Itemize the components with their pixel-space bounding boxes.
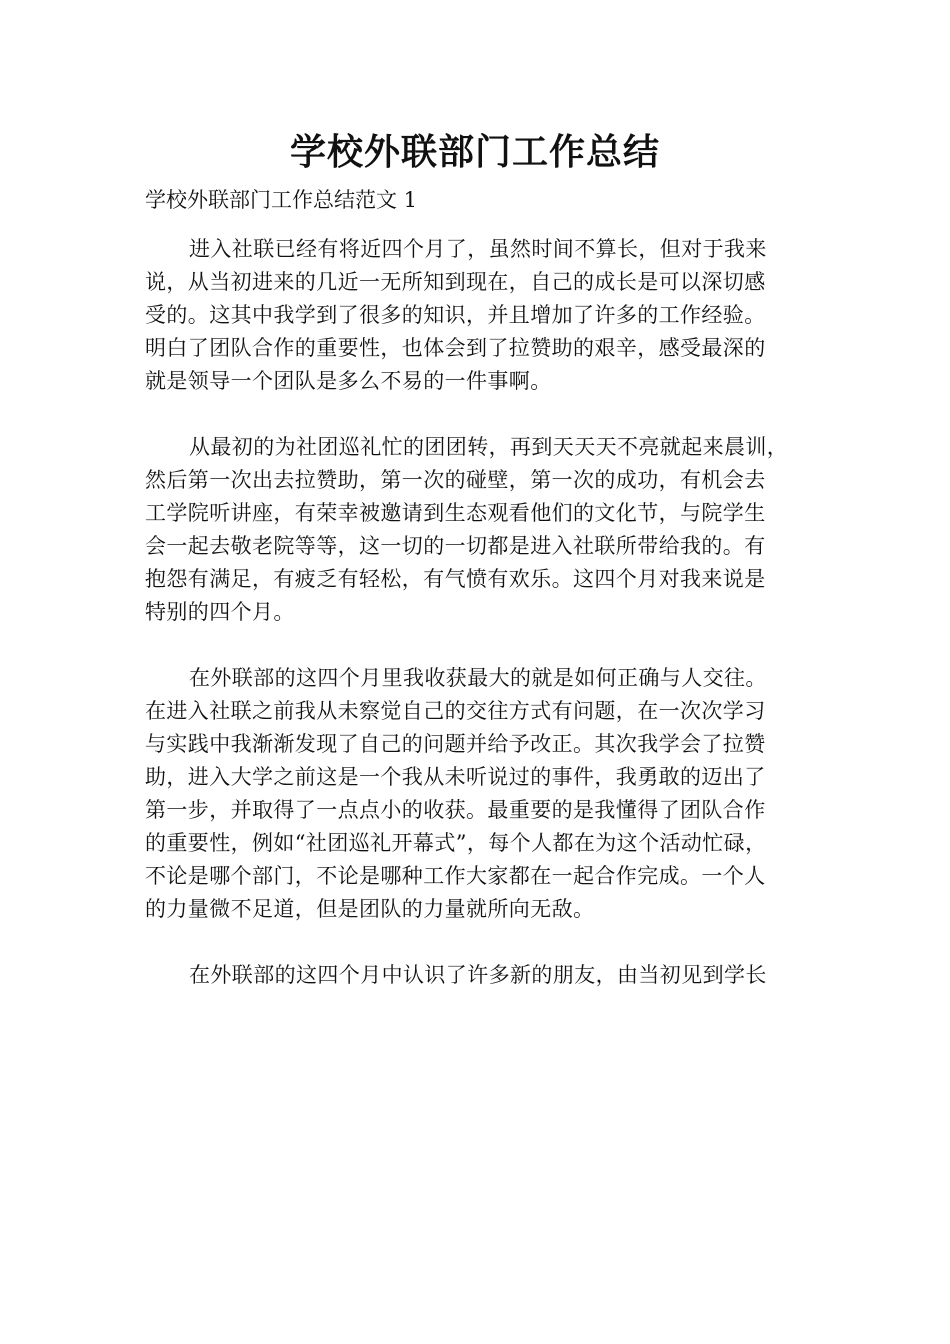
text-line: 明白了团队合作的重要性，也体会到了拉赞助的艰辛，感受最深的 (145, 336, 766, 360)
text-line: 受的。这其中我学到了很多的知识，并且增加了许多的工作经验。 (145, 303, 766, 327)
text-line: 会一起去敬老院等等，这一切的一切都是进入社联所带给我的。有 (145, 534, 766, 558)
text-line: 就是领导一个团队是多么不易的一件事啊。 (145, 369, 552, 393)
document-body (145, 233, 835, 992)
paragraph-spacing (145, 926, 835, 959)
paragraph (145, 959, 835, 992)
paragraph-spacing (145, 629, 835, 662)
text-line: 说，从当初进来的几近一无所知到现在，自己的成长是可以深切感 (145, 270, 766, 294)
paragraph-spacing (145, 398, 835, 431)
text-line: 在外联部的这四个月里我收获最大的就是如何正确与人交往。 (189, 666, 767, 690)
text-line: 抱怨有满足，有疲乏有轻松，有气愤有欢乐。这四个月对我来说是 (145, 567, 766, 591)
text-line: 与实践中我渐渐发现了自己的问题并给予改正。其次我学会了拉赞 (145, 732, 766, 756)
text-line: 特别的四个月。 (145, 600, 295, 624)
text-line: 不论是哪个部门，不论是哪种工作大家都在一起合作完成。一个人 (145, 864, 766, 888)
text-line: 从最初的为社团巡礼忙的团团转，再到天天天不亮就起来晨训， (189, 435, 789, 459)
document-subtitle: 学校外联部门工作总结范文 1 (145, 188, 418, 212)
document-title: 学校外联部门工作总结 (289, 132, 660, 173)
text-line: 然后第一次出去拉赞助，第一次的碰壁，第一次的成功，有机会去 (145, 468, 766, 492)
text-line: 的重要性，例如“社团巡礼开幕式”，每个人都在为这个活动忙碌， (145, 831, 767, 855)
paragraph (145, 431, 835, 629)
text-line: 在外联部的这四个月中认识了许多新的朋友，由当初见到学长 (189, 963, 767, 987)
text-line: 第一步，并取得了一点点小的收获。最重要的是我懂得了团队合作 (145, 798, 766, 822)
text-line: 进入社联已经有将近四个月了，虽然时间不算长，但对于我来 (189, 237, 767, 261)
text-line: 助，进入大学之前这是一个我从未听说过的事件，我勇敢的迈出了 (145, 765, 766, 789)
text-line: 工学院听讲座，有荣幸被邀请到生态观看他们的文化节，与院学生 (145, 501, 766, 525)
paragraph (145, 662, 835, 926)
paragraph (145, 233, 835, 398)
text-line: 在进入社联之前我从未察觉自己的交往方式有问题，在一次次学习 (145, 699, 766, 723)
text-line: 的力量微不足道，但是团队的力量就所向无敌。 (145, 897, 595, 921)
